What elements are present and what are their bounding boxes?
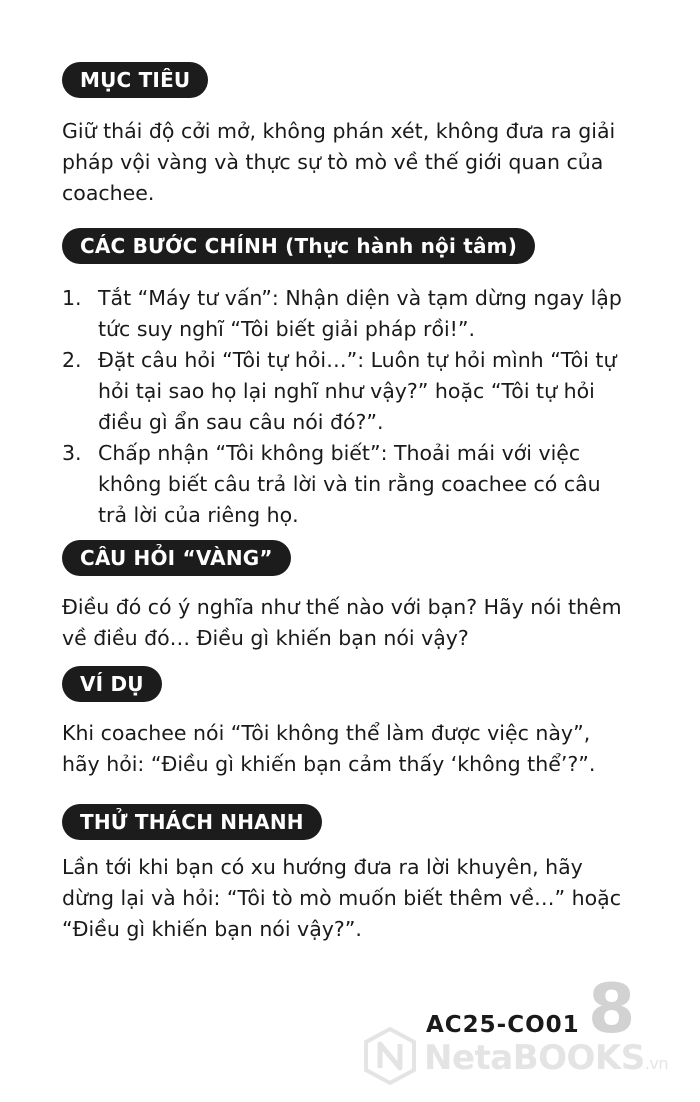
heading-cac-buoc-chinh: CÁC BƯỚC CHÍNH (Thực hành nội tâm) — [62, 228, 535, 264]
text-line: Lần tới khi bạn có xu hướng đưa ra lời khuyên, hãy — [62, 855, 583, 879]
text-line: Giữ thái độ cởi mở, không phán xét, không đưa ra giải — [62, 119, 616, 143]
vi-du-text — [62, 718, 642, 780]
text-line: Chấp nhận “Tôi không biết”: Thoải mái với việc — [98, 441, 581, 465]
step-item — [62, 438, 652, 531]
watermark-brand-suffix: .vn — [644, 1054, 668, 1073]
muc-tieu-text — [62, 116, 642, 209]
step-item — [62, 345, 652, 438]
watermark-brand-name: NetaBOOKS — [424, 1038, 645, 1078]
cau-hoi-vang-text — [62, 592, 642, 654]
text-line: điều gì ẩn sau câu nói đó?”. — [98, 410, 384, 434]
step-text — [98, 283, 622, 345]
text-line: hãy hỏi: “Điều gì khiến bạn cảm thấy ‘không thể’?”. — [62, 752, 596, 776]
text-line: không biết câu trả lời và tin rằng coachee có câu — [98, 472, 601, 496]
step-number: 3. — [62, 441, 82, 465]
text-line: Khi coachee nói “Tôi không thể làm được việc này”, — [62, 721, 591, 745]
heading-cau-hoi-vang: CÂU HỎI “VÀNG” — [62, 540, 291, 576]
text-line: Đặt câu hỏi “Tôi tự hỏi…”: Luôn tự hỏi mình “Tôi tự — [98, 348, 617, 372]
watermark-brand — [424, 1038, 668, 1078]
netabooks-watermark — [362, 1025, 668, 1091]
book-code: AC25-CO01 — [426, 1012, 580, 1038]
heading-thu-thach-nhanh: THỬ THÁCH NHANH — [62, 804, 322, 840]
text-line: “Điều gì khiến bạn nói vậy?”. — [62, 917, 362, 941]
text-line: dừng lại và hỏi: “Tôi tò mò muốn biết thêm về…” hoặc — [62, 886, 621, 910]
text-line: coachee. — [62, 181, 155, 205]
steps-list — [62, 283, 652, 531]
step-item — [62, 283, 652, 345]
text-line: tức suy nghĩ “Tôi biết giải pháp rồi!”. — [98, 317, 476, 341]
text-line: Điều đó có ý nghĩa như thế nào với bạn? Hãy nói thêm — [62, 595, 622, 619]
heading-muc-tieu: MỤC TIÊU — [62, 62, 208, 98]
thu-thach-text — [62, 852, 642, 945]
n-hexagon-logo-icon — [362, 1026, 418, 1090]
page-number: 8 — [588, 970, 636, 1049]
step-number: 1. — [62, 286, 82, 310]
text-line: pháp vội vàng và thực sự tò mò về thế giới quan của — [62, 150, 604, 174]
heading-vi-du: VÍ DỤ — [62, 666, 162, 702]
step-text — [98, 345, 616, 438]
text-line: trả lời của riêng họ. — [98, 503, 299, 527]
step-text — [98, 438, 601, 531]
step-number: 2. — [62, 348, 82, 372]
text-line: Tắt “Máy tư vấn”: Nhận diện và tạm dừng ngay lập — [98, 286, 622, 310]
text-line: hỏi tại sao họ lại nghĩ như vậy?” hoặc “Tôi tự hỏi — [98, 379, 595, 403]
text-line: về điều đó… Điều gì khiến bạn nói vậy? — [62, 626, 469, 650]
